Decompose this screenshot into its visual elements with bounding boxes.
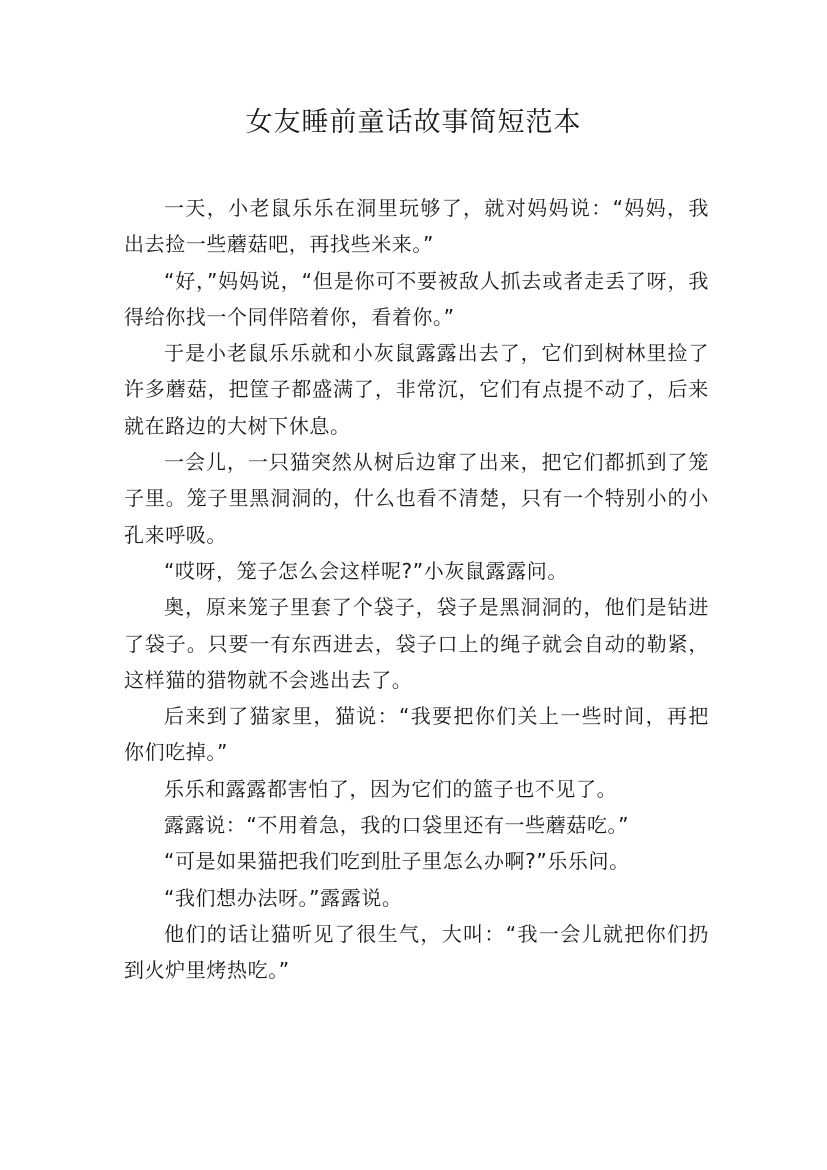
paragraph: 他们的话让猫听见了很生气，大叫：“我一会儿就把你们扔到火炉里烤热吃。” — [124, 921, 709, 983]
paragraph: “好，”妈妈说，“但是你可不要被敌人抓去或者走丢了呀，我得给你找一个同伴陪着你，看着你。” — [124, 268, 709, 329]
document-title: 女友睡前童话故事简短范本 — [245, 107, 582, 138]
paragraph: 一会儿，一只猫突然从树后边窜了出来，把它们都抓到了笼子里。笼子里黑洞洞的，什么也看不清楚，只有一个特别小的小孔来呼吸。 — [124, 450, 709, 547]
paragraph: “我们想办法呀。”露露说。 — [164, 885, 403, 910]
paragraph: 后来到了猫家里，猫说：“我要把你们关上一些时间，再把你们吃掉。” — [124, 704, 709, 765]
document-body — [124, 190, 709, 989]
paragraph: “哎呀，笼子怎么会这样呢?”小灰鼠露露问。 — [164, 558, 568, 583]
paragraph: “可是如果猫把我们吃到肚子里怎么办啊?”乐乐问。 — [164, 849, 630, 874]
paragraph: 乐乐和露露都害怕了，因为它们的篮子也不见了。 — [164, 776, 618, 801]
paragraph: 奥，原来笼子里套了个袋子，袋子是黑洞洞的，他们是钻进了袋子。只要一有东西进去，袋子口上的绳子就会自动的勒紧，这样猫的猎物就不会逃出去了。 — [124, 595, 709, 692]
paragraph: 一天，小老鼠乐乐在洞里玩够了，就对妈妈说：“妈妈，我出去捡一些蘑菇吧，再找些米来。” — [124, 196, 709, 257]
paragraph: 露露说：“不用着急，我的口袋里还有一些蘑菇吃。” — [164, 813, 630, 838]
paragraph: 于是小老鼠乐乐就和小灰鼠露露出去了，它们到树林里捡了许多蘑菇，把筐子都盛满了，非常沉，它们有点提不动了，后来就在路边的大树下休息。 — [124, 341, 709, 438]
